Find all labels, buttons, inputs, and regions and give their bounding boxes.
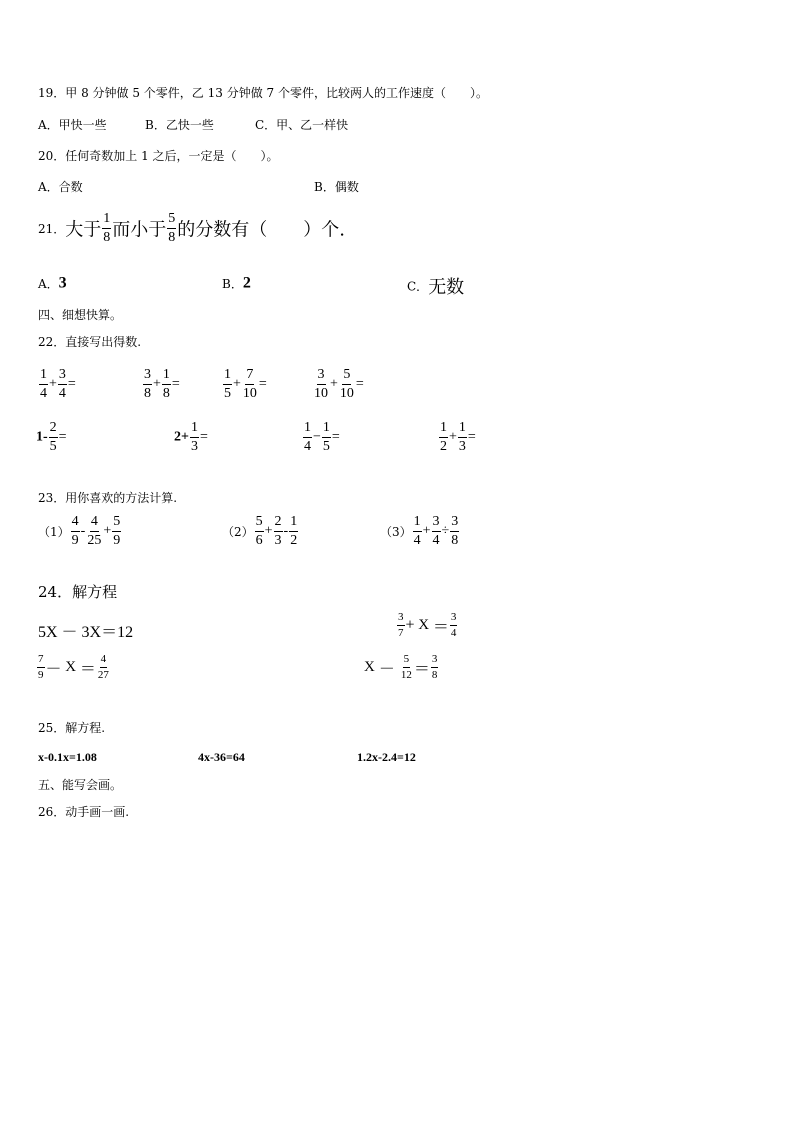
- q23-expr-2: （2） $\frac{5}{6}$ + $\frac{2}{3}$ - $\frac{1}{2}$: [222, 514, 298, 548]
- question-25: 25．解方程.: [38, 721, 106, 735]
- q22-expr-8: $\frac{1}{2}$ + $\frac{1}{3}$ =: [440, 420, 476, 454]
- q22-expr-6: 2+ $\frac{1}{3}$ =: [174, 420, 208, 454]
- q25-equation-3: 1.2x-2.4=12: [357, 750, 416, 764]
- question-20: 20．任何奇数加上 1 之后，一定是（ ）。: [38, 149, 279, 163]
- q20-option-b: B．偶数: [314, 180, 359, 194]
- section-5-heading: 五、能写会画。: [38, 778, 123, 792]
- q22-expr-2: $\frac{3}{8}$ + $\frac{1}{8}$ =: [144, 367, 180, 401]
- q25-equation-2: 4x-36=64: [198, 750, 245, 764]
- q19-option-a: A．甲快一些: [38, 118, 107, 132]
- q24-equation-2: $\frac{3}{7}$ + X ＝ $\frac{3}{4}$: [398, 611, 457, 639]
- q21-option-a: A．3: [38, 274, 67, 292]
- q21-text-2: 而小于: [112, 219, 167, 241]
- q22-expr-5: 1- $\frac{2}{5}$ =: [36, 420, 67, 454]
- q21-text-3: 的分数有（ ）个.: [177, 219, 346, 241]
- q21-number: 21．: [38, 222, 66, 236]
- q21-option-c: C．无数: [407, 277, 465, 298]
- q19-option-c: C．甲、乙一样快: [255, 118, 349, 132]
- section-4-heading: 四、细想快算。: [38, 308, 123, 322]
- q22-expr-4: $\frac{3}{10}$ + $\frac{5}{10}$ =: [314, 367, 364, 401]
- q21-option-b: B．2: [222, 274, 251, 292]
- fraction: $\frac{5}{8}$: [168, 211, 176, 245]
- q19-option-b: B．乙快一些: [145, 118, 214, 132]
- question-23: 23．用你喜欢的方法计算.: [38, 491, 178, 505]
- q22-expr-3: $\frac{1}{5}$ + $\frac{7}{10}$ =: [224, 367, 267, 401]
- question-19: 19．甲 8 分钟做 5 个零件，乙 13 分钟做 7 个零件，比较两人的工作速度（ ）。: [38, 86, 488, 100]
- q24-equation-1: 5X － 3X＝12: [38, 624, 134, 641]
- q24-equation-4: X － $\frac{5}{12}$ ＝ $\frac{3}{8}$: [364, 653, 438, 681]
- q22-expr-7: $\frac{1}{4}$ − $\frac{1}{5}$ =: [304, 420, 340, 454]
- q21-text-1: 大于: [65, 219, 102, 241]
- question-24: 24．解方程: [38, 583, 118, 601]
- q23-expr-3: （3） $\frac{1}{4}$ + $\frac{3}{4}$ ÷ $\frac{3}{8}$: [380, 514, 459, 548]
- q25-equation-1: x-0.1x=1.08: [38, 750, 97, 764]
- question-26: 26．动手画一画.: [38, 805, 130, 819]
- question-21: [38, 212, 345, 245]
- question-22: 22．直接写出得数.: [38, 335, 142, 349]
- q24-equation-3: $\frac{7}{9}$ － X ＝ $\frac{4}{27}$: [38, 653, 109, 681]
- q23-expr-1: （1） $\frac{4}{9}$ - $\frac{4}{25}$ + $\frac{5}{9}$: [38, 514, 121, 548]
- fraction: $\frac{1}{8}$: [103, 211, 111, 245]
- q20-option-a: A．合数: [38, 180, 83, 194]
- q22-expr-1: $\frac{1}{4}$ + $\frac{3}{4}$ =: [40, 367, 76, 401]
